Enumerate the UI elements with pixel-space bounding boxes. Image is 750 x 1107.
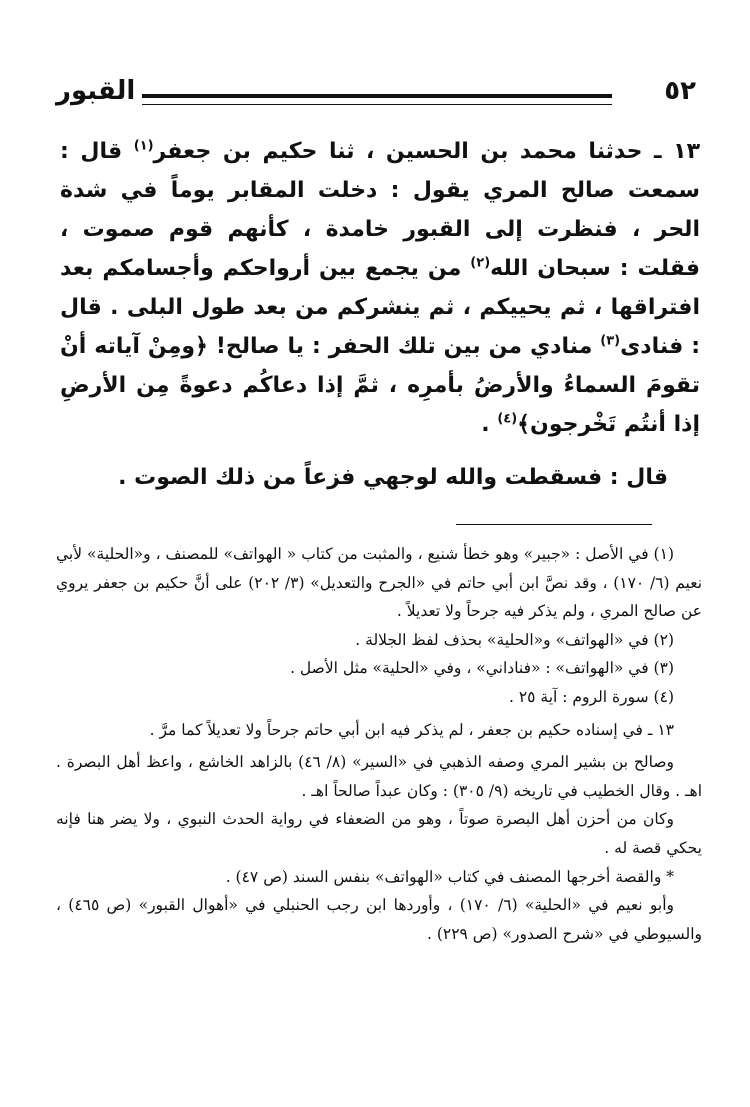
footnote-separator xyxy=(456,524,652,525)
narration-text: . xyxy=(481,412,498,437)
main-text xyxy=(60,132,700,497)
footnote-2: (٢) في «الهواتف» و«الحلية» بحذف لفظ الجلالة . xyxy=(355,630,674,649)
commentary-paragraph: وأبو نعيم في «الحلية» (٦/ ١٧٠) ، وأوردها ابن رجب الحنبلي في «أهوال القبور» (ص ٤٦٥) ، والسيوطي في «شرح الصدور» (ص ٢٢٩) . xyxy=(56,896,702,943)
narration-text: من يجمع بين أرواحكم وأجسامكم بعد افتراقها ، ثم يحييكم ، ثم ينشركم من بعد طول البلى . قال : فنادى xyxy=(60,256,700,359)
narration-text: قال : سمعت صالح المري يقول : دخلت المقابر يوماً في شدة الحر ، فنظرت إلى القبور خامدة ، كأنهم قوم صموت ، فقلت : سبحان الله xyxy=(60,139,701,281)
page-header xyxy=(56,76,696,116)
narration-text: ١٣ ـ حدثنا محمد بن الحسين ، ثنا حكيم بن جعفر xyxy=(153,139,700,164)
footnote-4: (٤) سورة الروم : آية ٢٥ . xyxy=(508,687,674,706)
commentary-paragraph: وكان من أحزن أهل البصرة صوتاً ، وهو من الضعفاء في رواية الحدث النبوي ، ولا يضر هنا فإنه يحكي قصة له . xyxy=(56,810,702,857)
commentary-paragraph: وصالح بن بشير المري وصفه الذهبي في «السير» (٨/ ٤٦) بالزاهد الخاشع ، واعظ أهل البصرة . اهـ . وقال الخطيب في تاريخه (٩/ ٣٠٥) : وكان عبداً صالحاً اهـ . xyxy=(56,753,702,800)
commentary-paragraph: * والقصة أخرجها المصنف في كتاب «الهواتف» بنفس السند (ص ٤٧) . xyxy=(225,867,674,886)
commentary-13: ١٣ ـ في إسناده حكيم بن جعفر ، لم يذكر فيه ابن أبي حاتم جرحاً ولا تعديلاً كما مرَّ . xyxy=(149,720,674,739)
page-number: ٥٢ xyxy=(664,76,696,106)
footnote-ref-4: (٤) xyxy=(497,411,518,427)
closing-paragraph: قال : فسقطت والله لوجهي فزعاً من ذلك الصوت . xyxy=(118,465,668,490)
narration-text: منادي من بين تلك الحفر : يا صالح! ﴿ومِنْ آياته أنْ تقومَ السماءُ والأرضُ بأمرِه ، ثمَّ إذا دعاكُم دعوةً مِن الأرضِ إذا أنتُم تَخْرجون﴾ xyxy=(60,334,700,437)
header-rule xyxy=(142,94,612,105)
footnote-ref-1: (١) xyxy=(133,138,154,154)
running-title: القبور xyxy=(56,76,136,106)
footnote-ref-2: (٢) xyxy=(470,255,491,271)
footnote-ref-3: (٣) xyxy=(600,333,621,349)
footnote-3: (٣) في «الهواتف» : «فناداني» ، وفي «الحلية» مثل الأصل . xyxy=(290,659,674,678)
footnotes xyxy=(56,540,702,948)
footnote-1: (١) في الأصل : «جبير» وهو خطأ شنيع ، والمثبت من كتاب « الهواتف» للمصنف ، و«الحلية» لأبي نعيم (٦/ ١٧٠) ، وقد نصَّ ابن أبي حاتم في «الجرح والتعديل» (٣/ ٢٠٢) على أنَّ حكيم بن جعفر يروي عن صالح المري ، ولم يذكر فيه جرحاً ولا تعديلاً . xyxy=(56,545,703,621)
narration-paragraph xyxy=(60,132,700,444)
